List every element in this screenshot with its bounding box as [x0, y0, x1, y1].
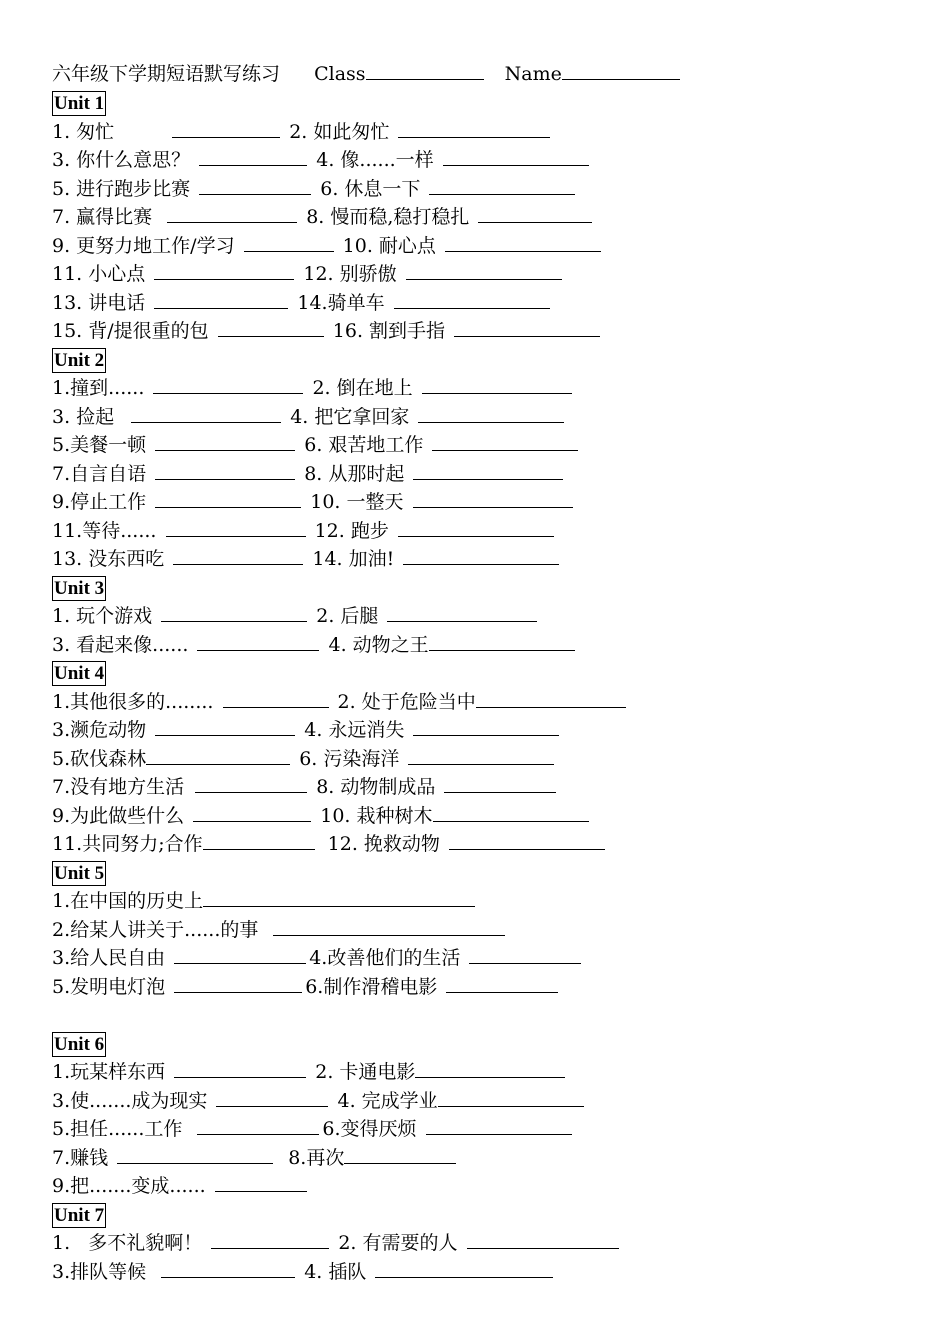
answer-blank[interactable]: [218, 318, 324, 337]
phrase-prompt: 12. 跑步: [314, 519, 389, 542]
phrase-prompt: 11. 小心点: [52, 263, 146, 285]
phrase-row: [52, 916, 912, 945]
phrase-prompt: 6. 污染海洋: [299, 747, 400, 770]
answer-blank[interactable]: [155, 461, 295, 480]
unit-6-heading-row: [52, 1030, 912, 1059]
phrase-row: [52, 403, 912, 432]
phrase-row: [52, 175, 912, 204]
answer-blank[interactable]: [174, 945, 306, 964]
name-blank[interactable]: [562, 61, 680, 80]
answer-blank[interactable]: [387, 603, 537, 622]
phrase-prompt: 12. 别骄傲: [303, 263, 397, 285]
phrase-prompt: 3. 看起来像......: [52, 633, 189, 656]
phrase-prompt: 14. 加油!: [312, 548, 395, 570]
answer-blank[interactable]: [153, 375, 303, 394]
phrase-row: [52, 146, 912, 175]
answer-blank[interactable]: [195, 774, 307, 793]
phrase-row: [52, 1058, 912, 1087]
answer-blank[interactable]: [446, 974, 558, 993]
answer-blank[interactable]: [398, 518, 554, 537]
class-label: Class: [314, 63, 366, 85]
phrase-row: [52, 1087, 912, 1116]
phrase-prompt: 1.在中国的历史上: [52, 890, 204, 912]
unit-heading: Unit 2: [54, 349, 105, 371]
phrase-prompt: 9.把.......变成......: [52, 1175, 206, 1197]
answer-blank[interactable]: [197, 1116, 319, 1135]
unit-heading: Unit 1: [54, 93, 105, 114]
phrase-row: [52, 289, 912, 318]
answer-blank[interactable]: [454, 318, 600, 337]
phrase-row: [52, 887, 912, 916]
answer-blank[interactable]: [478, 204, 592, 223]
phrase-prompt: 12. 挽救动物: [327, 833, 440, 855]
phrase-prompt: 4. 插队: [304, 1260, 367, 1283]
phrase-row: [52, 517, 912, 546]
class-blank[interactable]: [366, 61, 484, 80]
phrase-prompt: 4. 动物之王: [328, 633, 429, 656]
answer-blank[interactable]: [161, 1259, 295, 1278]
phrase-prompt: 2.给某人讲关于......的事: [52, 918, 259, 941]
phrase-row: [52, 260, 912, 289]
answer-blank[interactable]: [166, 518, 306, 537]
phrase-prompt: 1.撞到......: [52, 377, 145, 399]
phrase-row: [52, 1229, 912, 1258]
answer-blank[interactable]: [131, 404, 281, 423]
worksheet-header: [52, 60, 912, 89]
worksheet-title: 六年级下学期短语默写练习: [52, 63, 281, 85]
answer-blank[interactable]: [413, 489, 573, 508]
phrase-prompt: 4. 完成学业: [337, 1089, 438, 1112]
answer-blank[interactable]: [117, 1145, 273, 1164]
phrase-prompt: 5.发明电灯泡: [52, 975, 166, 998]
answer-blank[interactable]: [415, 1059, 565, 1078]
phrase-prompt: 6. 休息一下: [320, 177, 421, 200]
answer-blank[interactable]: [167, 204, 297, 223]
answer-blank[interactable]: [418, 404, 564, 423]
answer-blank[interactable]: [413, 461, 563, 480]
phrase-row: [52, 203, 912, 232]
phrase-prompt: 14.骑单车: [297, 291, 385, 314]
phrase-prompt: 6. 艰苦地工作: [304, 434, 424, 456]
answer-blank[interactable]: [438, 1088, 584, 1107]
phrase-prompt: 1. 匆忙: [52, 120, 115, 143]
phrase-row: [52, 1258, 912, 1287]
phrase-row: [52, 830, 912, 859]
answer-blank[interactable]: [476, 689, 626, 708]
phrase-prompt: 1.其他很多的........: [52, 690, 214, 713]
phrase-prompt: 4. 把它拿回家: [290, 405, 410, 428]
phrase-prompt: 8. 动物制成品: [316, 776, 436, 798]
answer-blank[interactable]: [469, 945, 581, 964]
answer-blank[interactable]: [216, 1088, 328, 1107]
phrase-row: [52, 374, 912, 403]
phrase-prompt: 1. 玩个游戏: [52, 605, 153, 627]
phrase-prompt: 6.制作滑稽电影: [305, 975, 438, 998]
phrase-prompt: 8.再次: [288, 1146, 345, 1169]
unit-1-heading-row: [52, 89, 912, 118]
phrase-prompt: 16. 割到手指: [332, 320, 446, 342]
answer-blank[interactable]: [155, 432, 295, 451]
answer-blank[interactable]: [193, 803, 311, 822]
answer-blank[interactable]: [444, 774, 556, 793]
answer-blank[interactable]: [467, 1230, 619, 1249]
answer-blank[interactable]: [155, 717, 295, 736]
answer-blank[interactable]: [445, 233, 601, 252]
answer-blank[interactable]: [398, 119, 550, 138]
phrase-prompt: 8. 慢而稳,稳打稳扎: [306, 206, 470, 228]
unit-2-heading-row: [52, 346, 912, 375]
answer-blank[interactable]: [173, 546, 303, 565]
answer-blank[interactable]: [273, 917, 505, 936]
answer-blank[interactable]: [408, 746, 554, 765]
phrase-prompt: 9.停止工作: [52, 491, 147, 513]
phrase-prompt: 5.砍伐森林: [52, 747, 147, 770]
answer-blank[interactable]: [422, 375, 572, 394]
answer-blank[interactable]: [413, 717, 559, 736]
answer-blank[interactable]: [394, 290, 550, 309]
phrase-prompt: 9. 更努力地工作/学习: [52, 234, 235, 257]
answer-blank[interactable]: [432, 432, 578, 451]
answer-blank[interactable]: [403, 546, 559, 565]
phrase-prompt: 3. 捡起: [52, 405, 115, 428]
phrase-row: [52, 488, 912, 517]
phrase-prompt: 15. 背/提很重的包: [52, 320, 209, 342]
phrase-row: [52, 802, 912, 831]
phrase-row: [52, 545, 912, 574]
unit-heading: Unit 6: [54, 1033, 105, 1055]
answer-blank[interactable]: [375, 1259, 553, 1278]
phrase-prompt: 10. 一整天: [310, 491, 404, 513]
answer-blank[interactable]: [174, 1059, 306, 1078]
phrase-prompt: 10. 耐心点: [342, 234, 436, 257]
unit-5-heading-row: [52, 859, 912, 888]
phrase-prompt: 10. 栽种树木: [320, 804, 433, 827]
phrase-row: [52, 1172, 912, 1201]
phrase-prompt: 2. 倒在地上: [312, 377, 413, 399]
phrase-prompt: 7.自言自语: [52, 462, 147, 485]
answer-blank[interactable]: [174, 974, 302, 993]
answer-blank[interactable]: [429, 176, 575, 195]
answer-blank[interactable]: [203, 831, 315, 850]
answer-blank[interactable]: [433, 803, 589, 822]
answer-blank[interactable]: [426, 1116, 572, 1135]
answer-blank[interactable]: [223, 689, 329, 708]
phrase-row: [52, 1115, 912, 1144]
answer-blank[interactable]: [449, 831, 605, 850]
phrase-prompt: 7.赚钱: [52, 1146, 109, 1169]
answer-blank[interactable]: [155, 489, 301, 508]
phrase-prompt: 3.濒危动物: [52, 719, 147, 741]
answer-blank[interactable]: [443, 147, 589, 166]
phrase-prompt: 1. 多不礼貌啊！: [52, 1232, 203, 1254]
unit-4-heading-row: [52, 659, 912, 688]
phrase-row: [52, 317, 912, 346]
answer-blank[interactable]: [211, 1230, 329, 1249]
answer-blank[interactable]: [199, 147, 307, 166]
spacer: [52, 1001, 912, 1030]
phrase-prompt: 2. 处于危险当中: [337, 690, 476, 713]
phrase-prompt: 4. 像......一样: [316, 149, 434, 171]
answer-blank[interactable]: [154, 261, 294, 280]
phrase-prompt: 5.美餐一顿: [52, 434, 147, 456]
phrase-prompt: 3.给人民自由: [52, 947, 166, 969]
phrase-prompt: 8. 从那时起: [304, 462, 405, 485]
answer-blank[interactable]: [344, 1145, 456, 1164]
answer-blank[interactable]: [154, 290, 288, 309]
phrase-row: [52, 1144, 912, 1173]
phrase-row: [52, 460, 912, 489]
phrase-row: [52, 688, 912, 717]
phrase-prompt: 13. 讲电话: [52, 291, 146, 314]
phrase-prompt: 6.变得厌烦: [322, 1118, 417, 1140]
phrase-prompt: 3. 你什么意思？: [52, 149, 191, 171]
phrase-row: [52, 631, 912, 660]
phrase-prompt: 3.排队等候: [52, 1260, 147, 1283]
unit-heading: Unit 3: [54, 577, 105, 599]
answer-blank[interactable]: [429, 632, 575, 651]
phrase-prompt: 9.为此做些什么: [52, 804, 185, 827]
answer-blank[interactable]: [199, 176, 311, 195]
answer-blank[interactable]: [172, 119, 280, 138]
phrase-row: [52, 716, 912, 745]
phrase-row: [52, 602, 912, 631]
phrase-row: [52, 944, 912, 973]
phrase-prompt: 4. 永远消失: [304, 719, 405, 741]
answer-blank[interactable]: [215, 1173, 307, 1192]
phrase-prompt: 2. 有需要的人: [338, 1232, 458, 1254]
answer-blank[interactable]: [406, 261, 562, 280]
unit-7-heading-row: [52, 1201, 912, 1230]
phrase-row: [52, 232, 912, 261]
phrase-prompt: 13. 没东西吃: [52, 548, 165, 570]
phrase-prompt: 5. 进行跑步比赛: [52, 177, 191, 200]
answer-blank[interactable]: [197, 632, 319, 651]
phrase-prompt: 11.共同努力;合作: [52, 833, 203, 855]
unit-3-heading-row: [52, 574, 912, 603]
phrase-prompt: 3.使.......成为现实: [52, 1089, 208, 1112]
answer-blank[interactable]: [161, 603, 307, 622]
unit-heading: Unit 4: [54, 663, 105, 684]
phrase-row: [52, 118, 912, 147]
phrase-row: [52, 773, 912, 802]
unit-heading: Unit 7: [54, 1204, 105, 1226]
phrase-prompt: 7. 赢得比赛: [52, 206, 153, 228]
phrase-prompt: 2. 卡通电影: [315, 1061, 416, 1083]
phrase-row: [52, 973, 912, 1002]
phrase-prompt: 1.玩某样东西: [52, 1061, 166, 1083]
phrase-prompt: 2. 如此匆忙: [289, 120, 390, 143]
name-label: Name: [504, 63, 562, 85]
phrase-row: [52, 745, 912, 774]
phrase-prompt: 5.担任......工作: [52, 1118, 183, 1140]
answer-blank[interactable]: [244, 233, 334, 252]
phrase-row: [52, 431, 912, 460]
phrase-prompt: 2. 后腿: [316, 605, 379, 627]
answer-blank[interactable]: [203, 888, 475, 907]
answer-blank[interactable]: [146, 746, 290, 765]
phrase-prompt: 11.等待......: [52, 519, 157, 542]
unit-heading: Unit 5: [54, 862, 105, 884]
phrase-prompt: 4.改善他们的生活: [309, 947, 461, 969]
worksheet-page: [52, 60, 912, 1286]
phrase-prompt: 7.没有地方生活: [52, 776, 185, 798]
